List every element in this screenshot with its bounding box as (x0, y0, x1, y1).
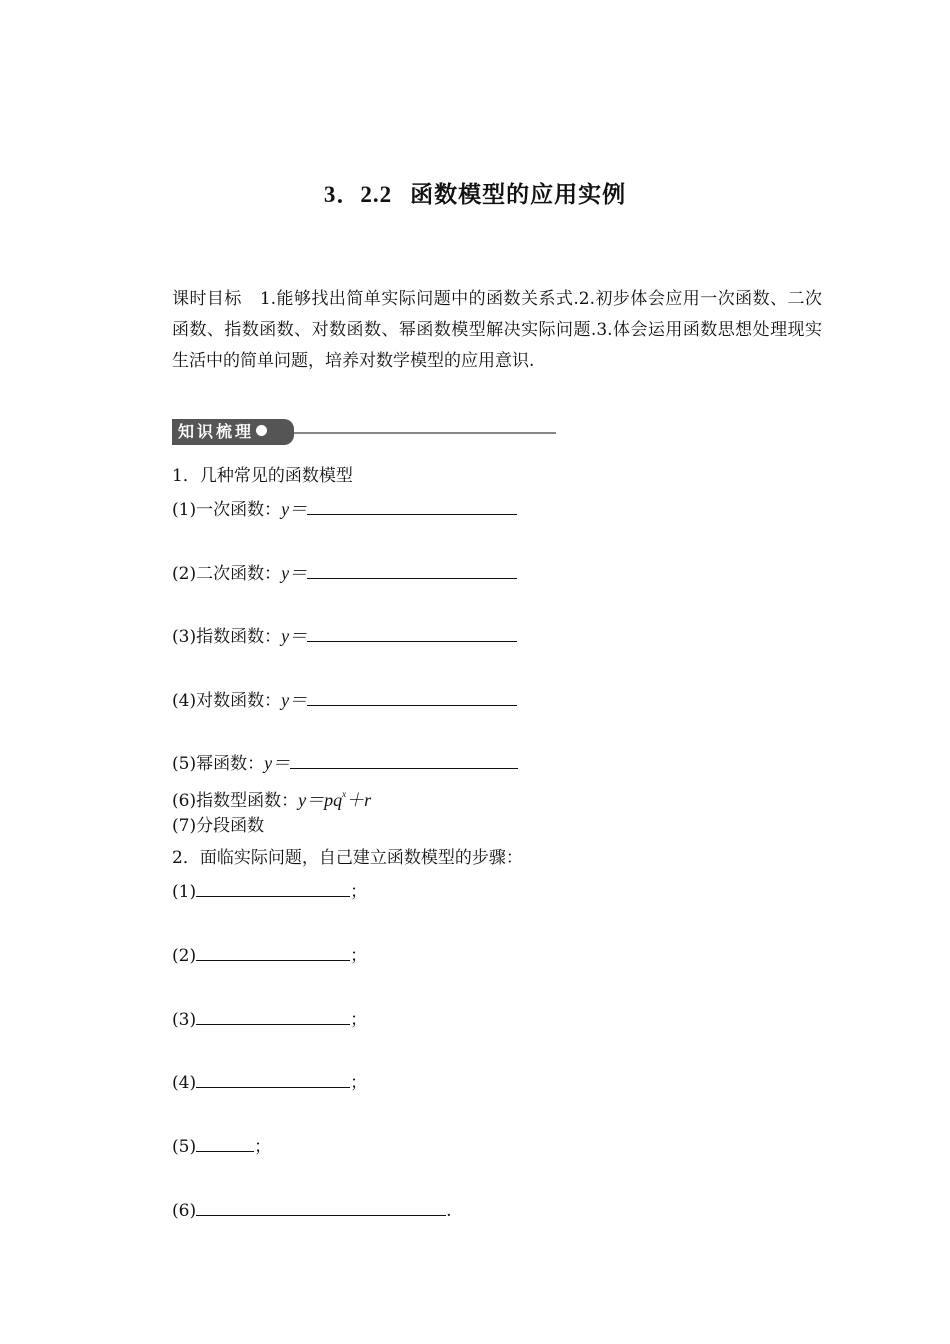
page-title (0, 176, 950, 209)
step-label: (6) (172, 1201, 197, 1221)
step-4 (172, 1069, 367, 1095)
fill-item-5 (172, 750, 518, 776)
step-2 (172, 942, 367, 968)
answer-blank[interactable] (196, 1069, 350, 1088)
fill-item-4 (172, 687, 517, 713)
item-expr: y＝ (281, 563, 308, 583)
fill-item-3 (172, 623, 517, 649)
step-5 (172, 1133, 271, 1159)
answer-blank[interactable] (307, 687, 517, 706)
section-header (172, 418, 556, 446)
answer-blank[interactable] (196, 1133, 254, 1152)
step-label: (5) (172, 1137, 197, 1157)
title-text: 函数模型的应用实例 (410, 182, 627, 208)
answer-blank[interactable] (196, 1197, 446, 1216)
step-end: ； (350, 882, 368, 902)
step-3 (172, 1006, 367, 1032)
item-expr: y＝ (281, 626, 308, 646)
step-end: ； (350, 946, 368, 966)
step-end: ； (350, 1010, 368, 1030)
section-divider (294, 432, 556, 434)
section-number: 3．2.2 (323, 182, 393, 207)
item-7: (7)分段函数 (172, 816, 265, 836)
part1-heading: 1．几种常见的函数模型 (172, 466, 353, 486)
exponent: x (342, 789, 347, 799)
item-expr: y＝pq (298, 790, 343, 810)
item-prefix: (3)指数函数： (172, 627, 282, 647)
answer-blank[interactable] (290, 750, 518, 769)
answer-blank[interactable] (307, 496, 517, 515)
step-end: ； (254, 1137, 272, 1157)
answer-blank[interactable] (196, 1006, 350, 1025)
item-expr: y＝ (264, 753, 291, 773)
fill-item-2 (172, 560, 517, 586)
item-prefix: (5)幂函数： (172, 754, 265, 774)
item-6 (172, 782, 371, 813)
answer-blank[interactable] (307, 560, 517, 579)
step-label: (3) (172, 1010, 197, 1030)
item-expr-tail: ＋r (346, 790, 372, 810)
step-end: ； (350, 1073, 368, 1093)
lesson-objectives (172, 284, 822, 377)
step-label: (2) (172, 946, 197, 966)
item-prefix: (6)指数型函数： (172, 791, 299, 811)
bullet-dot-icon (256, 425, 267, 436)
section-tag (172, 419, 294, 445)
item-prefix: (2)二次函数： (172, 564, 282, 584)
item-expr: y＝ (281, 499, 308, 519)
part2-heading: 2．面临实际问题，自己建立函数模型的步骤： (172, 848, 523, 868)
step-end: . (446, 1201, 452, 1221)
answer-blank[interactable] (307, 623, 517, 642)
step-1 (172, 878, 367, 904)
step-6 (172, 1197, 452, 1223)
item-prefix: (1)一次函数： (172, 500, 282, 520)
item-prefix: (4)对数函数： (172, 691, 282, 711)
step-label: (1) (172, 882, 197, 902)
fill-item-1 (172, 496, 517, 522)
step-label: (4) (172, 1073, 197, 1093)
objectives-label: 课时目标 (172, 289, 242, 309)
item-expr: y＝ (281, 690, 308, 710)
answer-blank[interactable] (196, 878, 350, 897)
answer-blank[interactable] (196, 942, 350, 961)
objectives-text: 1.能够找出简单实际问题中的函数关系式.2.初步体会应用一次函数、二次函数、指数函数、对数函数、幂函数模型解决实际问题.3.体会运用函数思想处理现实生活中的简单问题，培养对数学模型的应用意识. (172, 289, 823, 371)
section-label: 知识梳理 (178, 422, 255, 441)
